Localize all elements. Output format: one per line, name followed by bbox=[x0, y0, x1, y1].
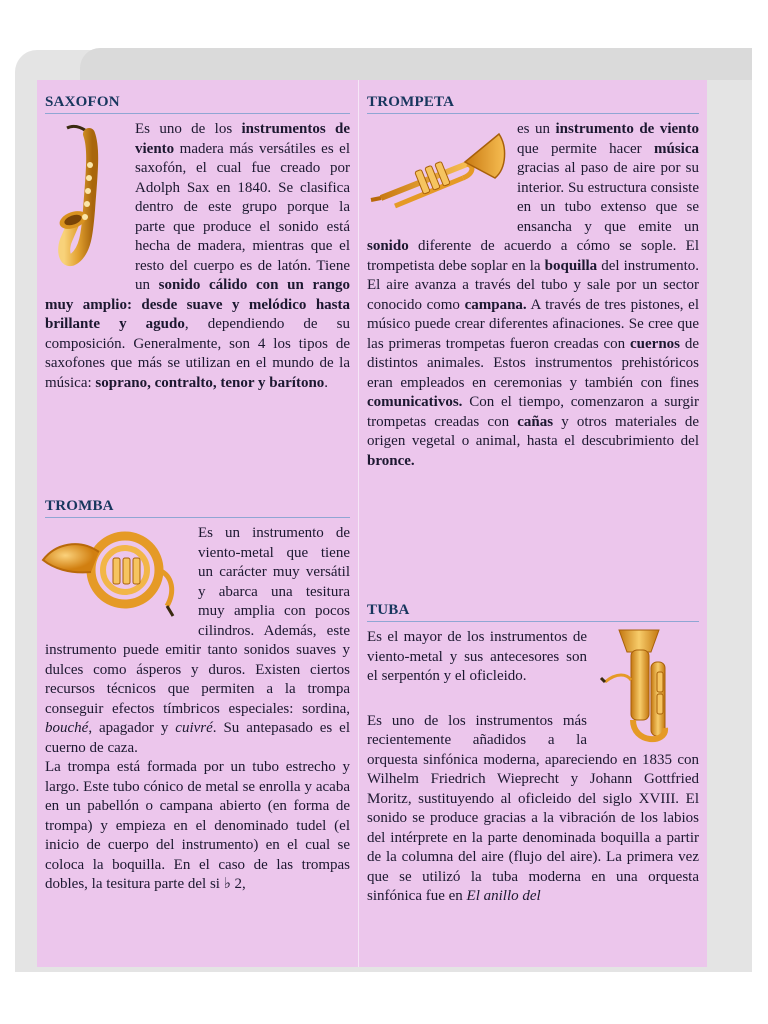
trompeta-t0: es un bbox=[517, 121, 556, 137]
page-shadow-top bbox=[80, 48, 752, 80]
trompeta-b4: boquilla bbox=[544, 257, 598, 274]
trompeta-t4: del instrumento. El aire avanza a través del tubo y sale por un sector conocido como bbox=[367, 257, 699, 313]
trompeta-t2: gracias al paso de aire por su interior. Su estructura consiste en un tubo extenso que se ensancha y que emite un bbox=[517, 160, 699, 235]
heading-trompeta: TROMPETA bbox=[367, 94, 699, 114]
tuba-text-1 bbox=[367, 622, 699, 687]
section-saxofon bbox=[45, 94, 350, 393]
trompeta-t3: diferente de acuerdo a cómo se sople. El trompetista debe soplar en la bbox=[367, 238, 699, 274]
tuba-italic-1: El anillo del bbox=[466, 888, 541, 904]
trompeta-t8: y otros materiales de origen vegetal o animal, hasta el descubrimiento del bbox=[367, 413, 699, 449]
tromba-italic-1: bouché bbox=[45, 720, 89, 736]
trompeta-t1: que permite hacer bbox=[517, 140, 654, 157]
tuba-p1: Es el mayor de los instrumentos de viento-metal y sus antecesores son el serpentón y el oficleido. bbox=[367, 629, 587, 684]
tromba-text-1 bbox=[45, 518, 350, 758]
trompeta-t6: de distintos animales. Estos instrumentos prehistóricos eran empleados en ceremonias y también con fines bbox=[367, 335, 699, 391]
trompeta-b6: cuernos bbox=[630, 335, 681, 352]
section-trompeta bbox=[367, 94, 699, 471]
saxofon-text-2: , dependiendo de su composición. Generalmente, son 4 los tipos de saxofones que más se utilizan en el mundo de la música: bbox=[45, 316, 350, 391]
section-tromba bbox=[45, 498, 350, 895]
trompeta-b5: campana. bbox=[464, 296, 527, 313]
tromba-text-2: La trompa está formada por un tubo estrecho y largo. Este tubo cónico de metal se enrolla y acaba en un pabellón o campana abierto (en forma de trompa) y empieza en el denominado tudel (el inicio de cuerpo del instrumento) en el cual se coloca la boquilla. En el caso de las trompas dobles, la tesitura parte del si ♭ 2, bbox=[45, 759, 350, 892]
saxofon-bold-1: instrumentos de viento bbox=[135, 121, 351, 157]
heading-tuba: TUBA bbox=[367, 602, 699, 622]
tromba-p1: Es un instrumento de viento-metal que tiene un carácter muy versátil y abarca una tesitura muy amplia con pocos cilindros. Además, este instrumento puede emitir tanto sonidos suaves y dulces como ásperos y duros. Existen ciertos recursos técnicos que permiten a la trompa conseguir efectos tímbricos especiales: sordina, bbox=[45, 525, 350, 717]
trompeta-text bbox=[367, 114, 699, 471]
saxofon-text bbox=[45, 114, 350, 393]
saxophone-icon bbox=[45, 120, 125, 280]
trompeta-b3: sonido bbox=[367, 238, 409, 254]
tuba-p2: Es uno de los instrumentos más recientemente añadidos a la orquesta sinfónica moderna, apareciendo en 1835 con Wilhelm Friedrich Wieprecht y Johann Gottfried Moritz, sustituyendo al oficleido del siglo XVIII. El sonido se produce gracias a la vibración de los labios del intérprete en la parte denominada boquilla a partir de la columna del aire (flujo del aire). La primera vez que se utilizó la tuba moderna en una orquesta sinfónica fue en bbox=[367, 712, 699, 904]
trompeta-b8: cañas bbox=[517, 413, 554, 430]
tromba-t2: . Su antepasado es el cuerno de caza. bbox=[45, 720, 350, 756]
trompeta-b2: música bbox=[654, 140, 699, 157]
tromba-italic-2: cuivré bbox=[175, 720, 213, 736]
french-horn-icon bbox=[39, 524, 184, 624]
right-column bbox=[359, 80, 707, 967]
trompeta-b7: comunicativos. bbox=[367, 394, 463, 410]
tromba-t1: , apagador y bbox=[88, 720, 176, 736]
section-tuba bbox=[367, 602, 699, 907]
saxofon-intro: Es uno de los bbox=[135, 121, 242, 137]
heading-saxofon: SAXOFON bbox=[45, 94, 350, 114]
trompeta-b1: instrumento de viento bbox=[555, 121, 699, 137]
trumpet-icon bbox=[367, 120, 507, 220]
left-column bbox=[37, 80, 359, 967]
tuba-icon bbox=[597, 628, 697, 748]
heading-tromba: TROMBA bbox=[45, 498, 350, 518]
trompeta-b9: bronce. bbox=[367, 452, 415, 469]
saxofon-text-1: madera más versátiles es el saxofón, el cual fue creado por Adolph Sax en 1840. Se clasifica dentro de este grupo porque la parte que produce el sonido está hecha de madera, mientras que el resto del cuerpo es de latón. Tiene un bbox=[135, 140, 350, 293]
trompeta-t5: A través de tres pistones, el músico puede crear diferentes afinaciones. Se cree que las primeras trompetas fueron creadas con bbox=[367, 296, 699, 352]
saxofon-bold-2: sonido cálido con un rango muy amplio: desde suave y melódico hasta brillante y agudo bbox=[45, 277, 350, 332]
trompeta-t7: Con el tiempo, comenzaron a surgir trompetas creadas con bbox=[367, 394, 699, 430]
saxofon-bold-3: soprano, contralto, tenor y barítono bbox=[95, 374, 325, 391]
document-page bbox=[37, 80, 707, 967]
saxofon-text-3: . bbox=[324, 374, 329, 391]
